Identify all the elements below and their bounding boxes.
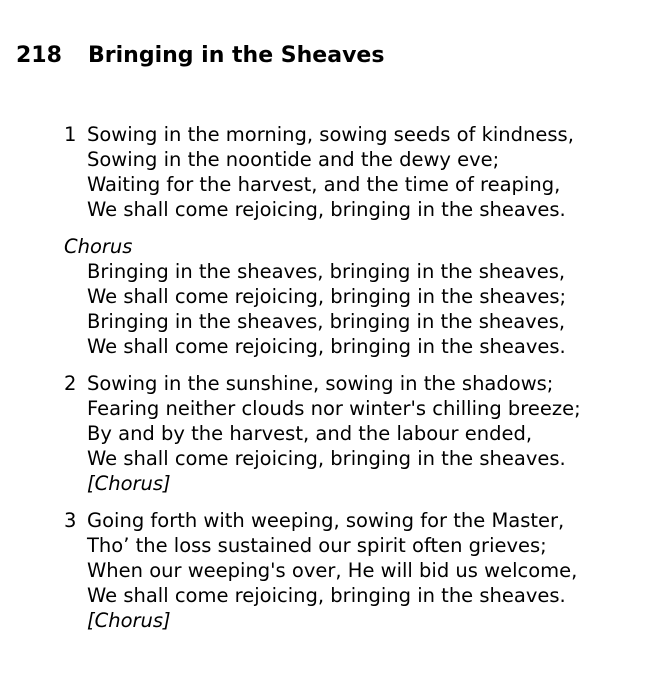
stanza-number: 1 bbox=[64, 123, 77, 146]
chorus-line: Bringing in the sheaves, bringing in the sheaves, bbox=[87, 260, 566, 283]
lyric-line: Waiting for the harvest, and the time of reaping, bbox=[87, 173, 561, 196]
stanza-lines bbox=[87, 371, 581, 496]
lyric-line: Tho’ the loss sustained our spirit often grieves; bbox=[87, 534, 547, 557]
stanza-1 bbox=[64, 122, 581, 222]
chorus-label: Chorus bbox=[64, 235, 133, 258]
chorus-refrain: [Chorus] bbox=[87, 609, 171, 632]
stanza-lines bbox=[87, 508, 577, 633]
lyric-line: We shall come rejoicing, bringing in the sheaves. bbox=[87, 198, 566, 221]
lyric-line: When our weeping's over, He will bid us welcome, bbox=[87, 559, 578, 582]
stanza-lines bbox=[87, 122, 574, 222]
stanza-3 bbox=[64, 508, 581, 633]
lyric-line: Sowing in the sunshine, sowing in the shadows; bbox=[87, 372, 554, 395]
lyric-line: Sowing in the noontide and the dewy eve; bbox=[87, 148, 500, 171]
lyric-line: Going forth with weeping, sowing for the Master, bbox=[87, 509, 565, 532]
stanza-number: 2 bbox=[64, 372, 77, 395]
chorus-refrain: [Chorus] bbox=[87, 472, 171, 495]
lyric-line: Sowing in the morning, sowing seeds of kindness, bbox=[87, 123, 574, 146]
lyric-line: We shall come rejoicing, bringing in the sheaves. bbox=[87, 447, 566, 470]
chorus-line: Bringing in the sheaves, bringing in the sheaves, bbox=[87, 310, 566, 333]
chorus-line: We shall come rejoicing, bringing in the sheaves. bbox=[87, 335, 566, 358]
lyric-line: Fearing neither clouds nor winter's chilling breeze; bbox=[87, 397, 581, 420]
chorus-lines bbox=[64, 259, 581, 359]
stanza-2 bbox=[64, 371, 581, 496]
hymn-number: 218 bbox=[16, 43, 62, 68]
lyric-line: By and by the harvest, and the labour ended, bbox=[87, 422, 533, 445]
chorus-line: We shall come rejoicing, bringing in the sheaves; bbox=[87, 285, 567, 308]
hymn-title: Bringing in the Sheaves bbox=[88, 43, 385, 68]
lyrics bbox=[64, 122, 581, 645]
lyric-line: We shall come rejoicing, bringing in the sheaves. bbox=[87, 584, 566, 607]
hymn-header bbox=[16, 42, 384, 70]
chorus-block bbox=[64, 234, 581, 359]
stanza-number: 3 bbox=[64, 509, 77, 532]
